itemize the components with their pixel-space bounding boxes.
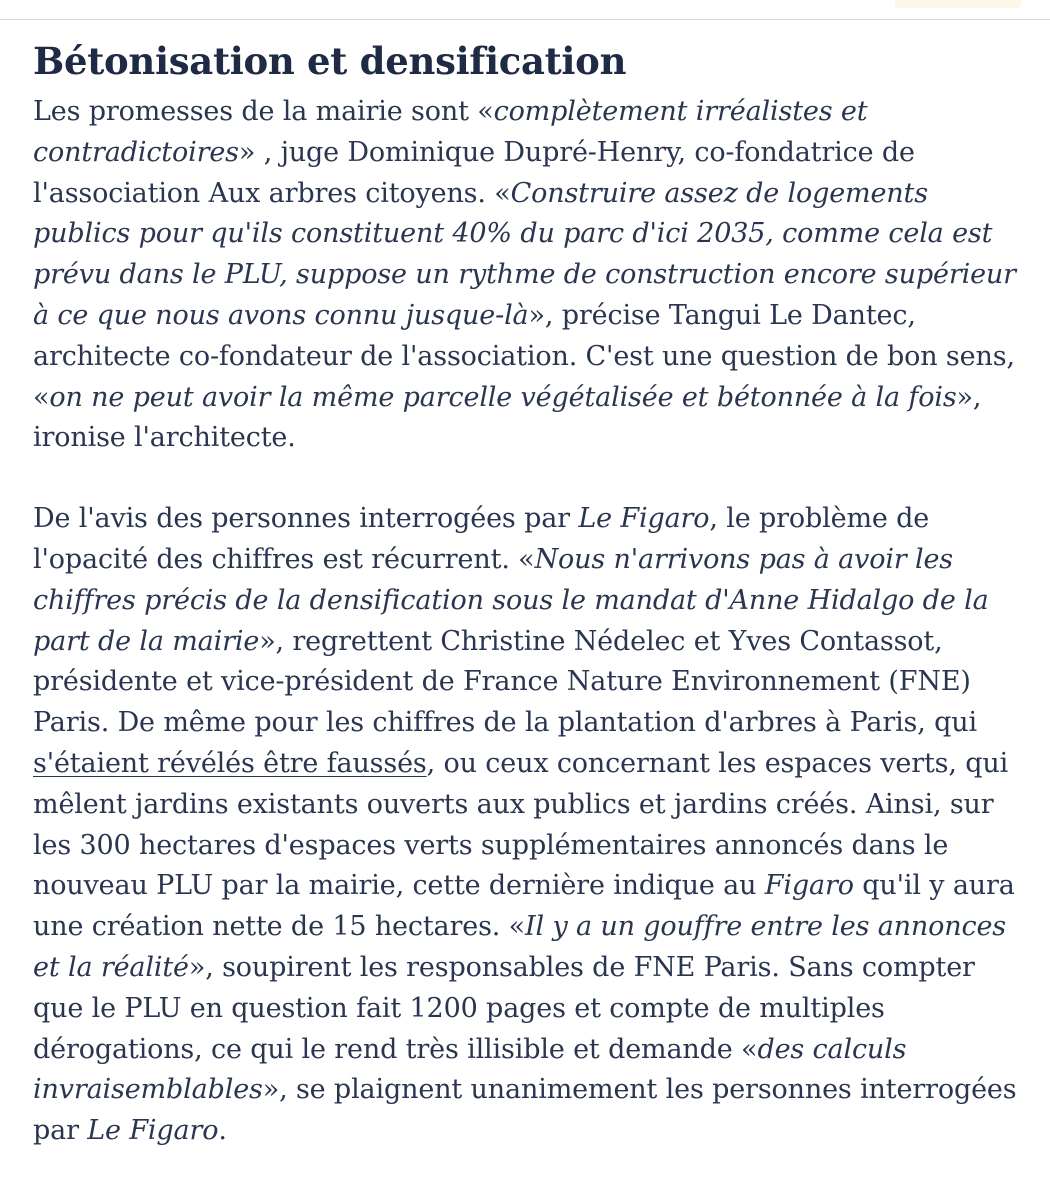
text: qu'il y aura une création nette de 15 hectares. « bbox=[33, 870, 1015, 943]
text: », regrettent Christine Nédelec et Yves Contassot, présidente et vice-président de France Nature Environnement (FNE) Paris. De même pour les chiffres de la plantation d'arbres à Paris, qui bbox=[33, 625, 977, 739]
quote: des calculs invraisemblables bbox=[33, 1033, 907, 1106]
quote: Construire assez de logements publics pour qu'ils constituent 40% du parc d'ici 2035, comme cela est prévu dans le PLU, suppose un rythme de construction encore supérieur à ce que nous avons connu jusque-là bbox=[33, 177, 1016, 331]
quote: Nous n'arrivons pas à avoir les chiffres précis de la densification sous le mandat d'Anne Hidalgo de la part de la mairie bbox=[33, 543, 989, 657]
top-tab-decoration bbox=[895, 0, 1021, 8]
publication-name: Figaro bbox=[764, 870, 854, 902]
text: , ou ceux concernant les espaces verts, qui mêlent jardins existants ouverts aux publics et jardins créés. Ainsi, sur les 300 hectares d'espaces verts supplémentaires annoncés dans le nouveau PLU par la mairie, cette dernière indique au bbox=[33, 747, 1009, 902]
faked-figures-link[interactable]: s'étaient révélés être faussés bbox=[33, 747, 427, 779]
quote: Il y a un gouffre entre les annonces et la réalité bbox=[33, 911, 1006, 983]
text: De l'avis des personnes interrogées par bbox=[33, 503, 579, 535]
text: Les promesses de la mairie sont « bbox=[33, 96, 494, 127]
text: », précise Tangui Le Dantec, architecte co-fondateur de l'association. C'est une question de bon sens, « bbox=[33, 299, 1015, 413]
text: », ironise l'architecte. bbox=[33, 381, 982, 454]
paragraph-2 bbox=[33, 499, 1023, 1152]
section-heading: Bétonisation et densification bbox=[33, 39, 627, 83]
top-divider bbox=[0, 19, 1050, 20]
quote: on ne peut avoir la même parcelle végétalisée et bétonnée à la fois bbox=[49, 381, 957, 413]
article-section bbox=[33, 38, 1023, 1152]
text: . bbox=[218, 1115, 227, 1147]
quote: complètement irréalistes et contradictoires bbox=[33, 96, 868, 168]
paragraph-1 bbox=[33, 92, 1023, 459]
text: », soupirent les responsables de FNE Paris. Sans compter que le PLU en question fait 1200 pages et compte de multiples dérogations, ce qui le rend très illisible et demande « bbox=[33, 951, 975, 1065]
text: , le problème de l'opacité des chiffres est récurrent. « bbox=[33, 503, 930, 575]
publication-name: Le Figaro bbox=[578, 503, 710, 535]
text: », se plaignent unanimement les personnes interrogées par bbox=[33, 1074, 1017, 1147]
publication-name: Le Figaro bbox=[87, 1115, 219, 1147]
text: » , juge Dominique Dupré-Henry, co-fondatrice de l'association Aux arbres citoyens. « bbox=[33, 136, 915, 209]
